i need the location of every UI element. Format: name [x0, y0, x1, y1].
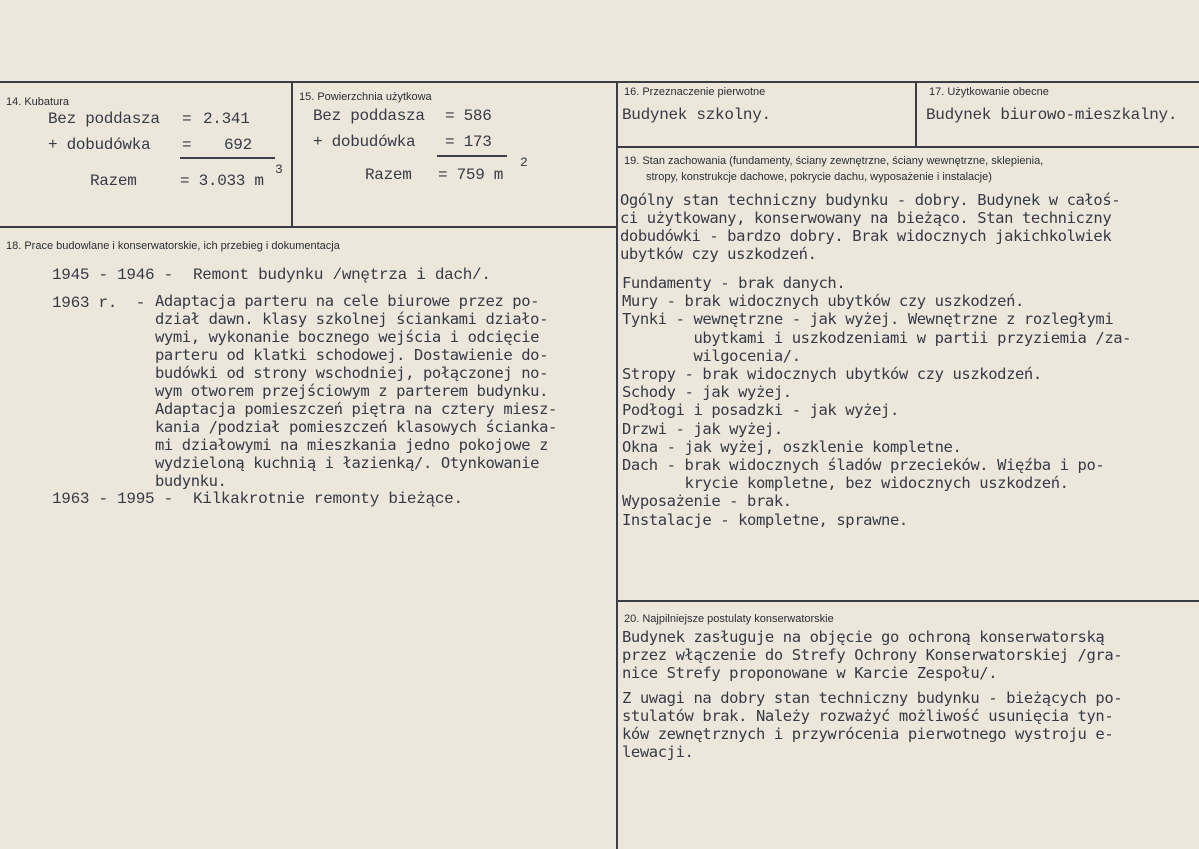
prace-label: 18. Prace budowlane i konserwatorskie, ich przebieg i dokumentacja: [6, 240, 340, 252]
stan-label-line1: 19. Stan zachowania (fundamenty, ściany zewnętrzne, ściany wewnętrzne, sklepienia,: [624, 155, 1044, 167]
prace-entry-1-date: 1945 - 1946 -: [52, 266, 173, 284]
powierzchnia-row2-name: + dobudówka: [313, 133, 416, 151]
kubatura-unit-superscript: 3: [275, 162, 283, 177]
przeznaczenie-label: 16. Przeznaczenie pierwotne: [624, 86, 766, 98]
powierzchnia-label: 15. Powierzchnia użytkowa: [299, 91, 432, 103]
top-border-line: [0, 81, 1199, 83]
kubatura-row2-name: + dobudówka: [48, 136, 151, 154]
powierzchnia-total-name: Razem: [365, 166, 412, 184]
stan-label-line2: stropy, konstrukcje dachowe, pokrycie dachu, wyposażenie i instalacje): [646, 171, 992, 183]
postulaty-paragraph-2: Z uwagi na dobry stan techniczny budynku - bieżących po- stulatów brak. Należy rozważyć możliwość usunięcia tyn- ków zewnętrznych i przywrócenia pierwotnego wystroju e- lewacji.: [622, 689, 1123, 761]
przeznaczenie-value: Budynek szkolny.: [622, 106, 771, 124]
kubatura-row2-value: 692: [224, 136, 252, 154]
kubatura-label: 14. Kubatura: [6, 96, 69, 108]
kubatura-row1-value: 2.341: [203, 110, 250, 128]
uzytkowanie-value: Budynek biurowo-mieszkalny.: [926, 106, 1178, 124]
column-divider-main: [616, 81, 618, 849]
prace-entry-2-text: Adaptacja parteru na cele biurowe przez po- dział dawn. klasy szkolnej ściankami działo- wymi, wykonanie bocznego wejścia i odcięcie parteru od klatki schodowej. Dostawienie do- budówki od strony wschodniej, połączonej no- wym otworem przejściowym z parterem budynku. Adaptacja pomieszczeń piętra na cztery miesz- kania /podział pomieszczeń klasowych ścianka- mi działowymi na mieszkania jedno pokojowe z wydzieloną kuchnią i łazienką/. Otynkowanie budynku.: [155, 292, 557, 490]
powierzchnia-unit-superscript: 2: [520, 155, 528, 170]
prace-entry-1-text: Remont budynku /wnętrza i dach/.: [193, 266, 491, 284]
section-divider-20: [617, 600, 1199, 602]
kubatura-row1-name: Bez poddasza: [48, 110, 160, 128]
powierzchnia-row1-name: Bez poddasza: [313, 107, 425, 125]
kubatura-sum-underline: [180, 157, 275, 159]
kubatura-row1-eq: =: [182, 110, 192, 128]
powierzchnia-total-value: = 759 m: [438, 166, 504, 184]
section-divider-19: [617, 146, 1199, 148]
prace-entry-2-date: 1963 r. -: [52, 294, 146, 312]
stan-intro: Ogólny stan techniczny budynku - dobry. Budynek w całoś- ci użytkowany, konserwowany na bieżąco. Stan techniczny dobudówki - bardzo dobry. Brak widocznych jakichkolwiek ubytków czy uszkodzeń.: [620, 191, 1121, 263]
postulaty-label: 20. Najpilniejsze postulaty konserwatorskie: [624, 613, 834, 625]
uzytkowanie-label: 17. Użytkowanie obecne: [929, 86, 1049, 98]
powierzchnia-row2-value: = 173: [445, 133, 492, 151]
prace-entry-3-text: Kilkakrotnie remonty bieżące.: [193, 490, 463, 508]
powierzchnia-row1-value: = 586: [445, 107, 492, 125]
kubatura-row2-eq: =: [182, 136, 192, 154]
column-divider-14-15: [291, 81, 293, 227]
section-divider-18: [0, 226, 617, 228]
kubatura-total-name: Razem: [90, 172, 137, 190]
stan-details: Fundamenty - brak danych. Mury - brak widocznych ubytków czy uszkodzeń. Tynki - wewnętrzne - jak wyżej. Wewnętrzne z rozległymi ubytkami i uszkodzeniami w partii przyziemia /za- wilgocenia/. Stropy - brak widocznych ubytków czy uszkodzeń. Schody - jak wyżej. Podłogi i posadzki - jak wyżej. Drzwi - jak wyżej. Okna - jak wyżej, oszklenie kompletne. Dach - brak widocznych śladów przecieków. Więźba i po- krycie kompletne, bez widocznych uszkodzeń. Wyposażenie - brak. Instalacje - kompletne, sprawne.: [622, 274, 1132, 529]
powierzchnia-sum-underline: [437, 155, 507, 157]
column-divider-16-17: [915, 81, 917, 147]
kubatura-total-value: = 3.033 m: [180, 172, 264, 190]
postulaty-paragraph-1: Budynek zasługuje na objęcie go ochroną konserwatorską przez włączenie do Strefy Ochrony Konserwatorskiej /gra- nice Strefy proponowane w Karcie Zespołu/.: [622, 628, 1123, 682]
prace-entry-3-date: 1963 - 1995 -: [52, 490, 173, 508]
